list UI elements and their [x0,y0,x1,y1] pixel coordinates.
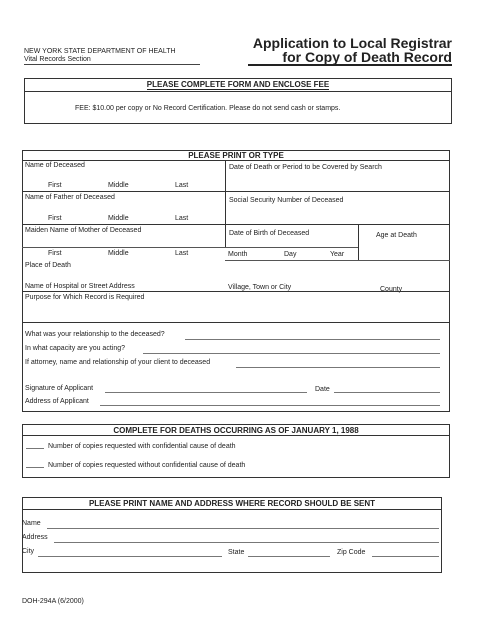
deceased-first-label: First [48,182,62,189]
deaths-heading-rule [22,435,450,436]
month-label: Month [228,251,248,258]
date-of-birth-label: Date of Birth of Deceased [229,230,310,237]
header-underline [24,64,200,65]
column-divider [225,160,226,248]
title-line-1: Application to Local Registrar [252,35,452,51]
send-section-heading: PLEASE PRINT NAME AND ADDRESS WHERE RECORD SHOULD BE SENT [88,499,376,508]
fee-text: FEE: $10.00 per copy or No Record Certification. Please do not send cash or stamps. [75,105,341,112]
mother-first-label: First [48,250,62,257]
copies-with-cause-field[interactable] [26,448,44,449]
section-name: Vital Records Section [24,56,91,63]
capacity-label: In what capacity are you acting? [25,345,126,352]
send-zip-field[interactable] [372,556,439,557]
send-zip-label: Zip Code [337,549,366,556]
father-middle-label: Middle [108,215,129,222]
send-city-field[interactable] [38,556,222,557]
row-rule [22,191,450,192]
place-of-death-label: Place of Death [25,262,71,269]
send-city-label: City [22,548,35,555]
address-of-applicant-label: Address of Applicant [25,398,89,405]
name-of-deceased-label: Name of Deceased [25,162,85,169]
send-state-label: State [228,549,245,556]
address-of-applicant-field[interactable] [100,405,440,406]
relationship-field[interactable] [185,339,440,340]
mother-maiden-name-label: Maiden Name of Mother of Deceased [25,227,142,234]
year-label: Year [330,251,345,258]
signature-label: Signature of Applicant [25,385,94,392]
deceased-last-label: Last [175,182,189,189]
send-state-field[interactable] [248,556,330,557]
print-heading-rule [22,160,450,161]
send-name-field[interactable] [47,528,439,529]
signature-field[interactable] [105,392,307,393]
fee-section-heading: PLEASE COMPLETE FORM AND ENCLOSE FEE [25,79,451,92]
form-number: DOH-294A (6/2000) [22,598,84,605]
department-name: NEW YORK STATE DEPARTMENT OF HEALTH [24,48,176,55]
send-address-field[interactable] [54,542,439,543]
date-field[interactable] [334,392,440,393]
capacity-field[interactable] [143,353,440,354]
copies-without-cause-label: Number of copies requested without confidential cause of death [48,462,246,469]
copies-with-cause-label: Number of copies requested with confidential cause of death [48,443,236,450]
send-heading-rule [22,509,442,510]
deaths-section-heading: COMPLETE FOR DEATHS OCCURRING AS OF JANUARY 1, 1988 [113,426,359,435]
column-divider [358,224,359,260]
copies-without-cause-field[interactable] [26,467,44,468]
print-section [22,150,450,412]
father-first-label: First [48,215,62,222]
relationship-label: What was your relationship to the deceased? [25,331,165,338]
deceased-middle-label: Middle [108,182,129,189]
hospital-label: Name of Hospital or Street Address [25,283,135,290]
father-name-label: Name of Father of Deceased [25,194,115,201]
attorney-label: If attorney, name and relationship of your client to deceased [25,359,211,366]
purpose-label: Purpose for Which Record is Required [25,294,145,301]
row-rule [22,291,450,292]
father-last-label: Last [175,215,189,222]
title-underline [248,64,452,66]
age-at-death-label: Age at Death [376,232,417,239]
mother-middle-label: Middle [108,250,129,257]
row-rule [22,247,358,248]
fee-section [24,78,452,124]
mother-last-label: Last [175,250,189,257]
row-rule [22,224,450,225]
title-line-2: for Copy of Death Record [282,49,452,65]
date-of-death-label: Date of Death or Period to be Covered by Search [229,164,382,171]
day-label: Day [284,251,297,258]
row-rule [225,260,450,261]
send-name-label: Name [22,520,41,527]
village-label: Village, Town or City [228,284,292,291]
print-section-heading: PLEASE PRINT OR TYPE [188,151,284,160]
row-rule [22,322,450,323]
date-label: Date [315,386,330,393]
county-label: County [380,286,403,293]
ssn-label: Social Security Number of Deceased [229,197,344,204]
attorney-field[interactable] [236,367,440,368]
send-address-label: Address [22,534,48,541]
